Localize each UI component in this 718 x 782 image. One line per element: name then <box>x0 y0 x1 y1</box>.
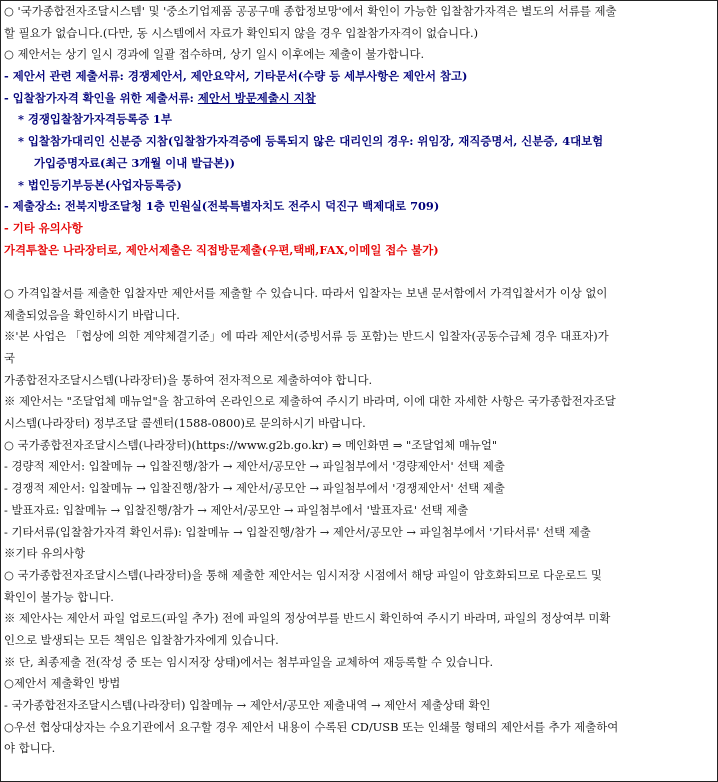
text-line: - 기타서류(입찰참가자격 확인서류): 입찰메뉴 → 입찰진행/참가 → 제안서/공모안 → 파일첨부에서 '기타서류' 선택 제출 <box>4 524 591 539</box>
blank-line <box>4 261 716 283</box>
other-notes-heading: - 기타 유의사항 <box>4 220 83 235</box>
bring-on-visit-note: 제안서 방문제출시 지참 <box>197 90 316 105</box>
text-line: 야 합니다. <box>4 741 56 756</box>
submission-place-line: - 제출장소: 전북지방조달청 1층 민원실(전북특별자치도 전주시 덕진구 백제대로 709) <box>4 199 440 214</box>
text-line: ※ 제안사는 제안서 파일 업로드(파일 추가) 전에 파일의 정상여부를 반드시 확인하여 주시기 바라며, 파일의 정상여부 미확 <box>4 611 611 626</box>
text-line: 할 필요가 없습니다.(다만, 동 시스템에서 자료가 확인되지 않을 경우 입찰참가자격이 없습니다.) <box>4 25 479 40</box>
text-line: - 경량적 제안서: 입찰메뉴 → 입찰진행/참가 → 제안서/공모안 → 파일첨부에서 '경량제안서' 선택 제출 <box>4 459 505 474</box>
text-line: - 경쟁적 제안서: 입찰메뉴 → 입찰진행/참가 → 제안서/공모안 → 파일첨부에서 '경쟁제안서' 선택 제출 <box>4 481 505 496</box>
bullet-item: * 경쟁입찰참가자격등록증 1부 <box>18 112 172 127</box>
text-line: ※ 단, 최종제출 전(작성 중 또는 임시저장 상태)에서는 첨부파일을 교체하여 재등록할 수 있습니다. <box>4 654 494 669</box>
text-line: ○ 가격입찰서를 제출한 입찰자만 제안서를 제출할 수 있습니다. 따라서 입찰자는 보낸 문서함에서 가격입찰서가 이상 없이 <box>4 285 608 300</box>
text-line: ○ 국가종합전자조달시스템(나라장터)(https://www.g2b.go.kr) ⇒ 메인화면 ⇒ "조달업체 매뉴얼" <box>4 437 498 452</box>
text-line: 인으로 발생되는 모든 책임은 입찰참가자에게 있습니다. <box>4 632 279 647</box>
bidding-method-note: 가격투찰은 나라장터로, 제안서제출은 직접방문제출(우편,택배,FAX,이메일 접수 불가) <box>4 242 439 257</box>
text-line: ○우선 협상대상자는 수요기관에서 요구할 경우 제안서 내용이 수록된 CD/USB 또는 인쇄물 형태의 제안서를 추가 제출하여 <box>4 719 619 734</box>
text-line: 국 <box>4 351 16 365</box>
submission-docs-line: - 제안서 관련 제출서류: 경쟁제안서, 제안요약서, 기타문서(수량 등 세부사항은 제안서 참고) <box>4 69 468 84</box>
text-line: ○ '국가종합전자조달시스템' 및 '중소기업제품 공공구매 종합정보망'에서 확인이 가능한 입찰참가자격은 별도의 서류를 제출 <box>4 4 617 18</box>
bullet-item: * 입찰참가대리인 신분증 지참(입찰참가자격증에 등록되지 않은 대리인의 경우: 위임장, 재직증명서, 신분증, 4대보험 <box>18 134 604 149</box>
eligibility-docs-label: - 입찰참가자격 확인을 위한 제출서류: <box>4 90 198 105</box>
bullet-item: * 법인등기부등본(사업자등록증) <box>18 177 182 192</box>
text-line: 가종합전자조달시스템(나라장터)을 통하여 전자적으로 제출하여야 합니다. <box>4 372 373 387</box>
text-line: ○제안서 제출확인 방법 <box>4 676 121 691</box>
eligibility-docs-line <box>4 88 716 110</box>
text-line: ○ 국가종합전자조달시스템(나라장터)을 통해 제출한 제안서는 임시저장 시점에서 해당 파일이 암호화되므로 다운로드 및 <box>4 567 602 582</box>
text-line: ※ 제안서는 "조달업체 매뉴얼"을 참고하여 온라인으로 제출하여 주시기 바라며, 이에 대한 자세한 사항은 국가종합전자조달 <box>4 394 616 409</box>
text-line: ※'본 사업은 「협상에 의한 계약체결기준」에 따라 제안서(증빙서류 등 포함)는 반드시 입찰자(공동수급체 경우 대표자)가 <box>4 329 609 344</box>
document-body <box>4 1 716 760</box>
text-line: - 발표자료: 입찰메뉴 → 입찰진행/참가 → 제안서/공모안 → 파일첨부에서 '발표자료' 선택 제출 <box>4 502 469 517</box>
text-line: - 국가종합전자조달시스템(나라장터) 입찰메뉴 → 제안서/공모안 제출내역 → 제안서 제출상태 확인 <box>4 698 491 712</box>
text-line: ○ 제안서는 상기 일시 경과에 일괄 접수하며, 상기 일시 이후에는 제출이 불가합니다. <box>4 47 425 62</box>
text-line: 확인이 불가능 합니다. <box>4 589 114 604</box>
text-line: 제출되었음을 확인하시기 바랍니다. <box>4 307 180 322</box>
text-line: ※기타 유의사항 <box>4 546 86 561</box>
bullet-item-continued: 가입증명자료(최근 3개월 이내 발급본)) <box>34 155 236 170</box>
text-line: 시스템(나라장터) 정부조달 콜센터(1588-0800)로 문의하시기 바랍니다. <box>4 416 366 431</box>
